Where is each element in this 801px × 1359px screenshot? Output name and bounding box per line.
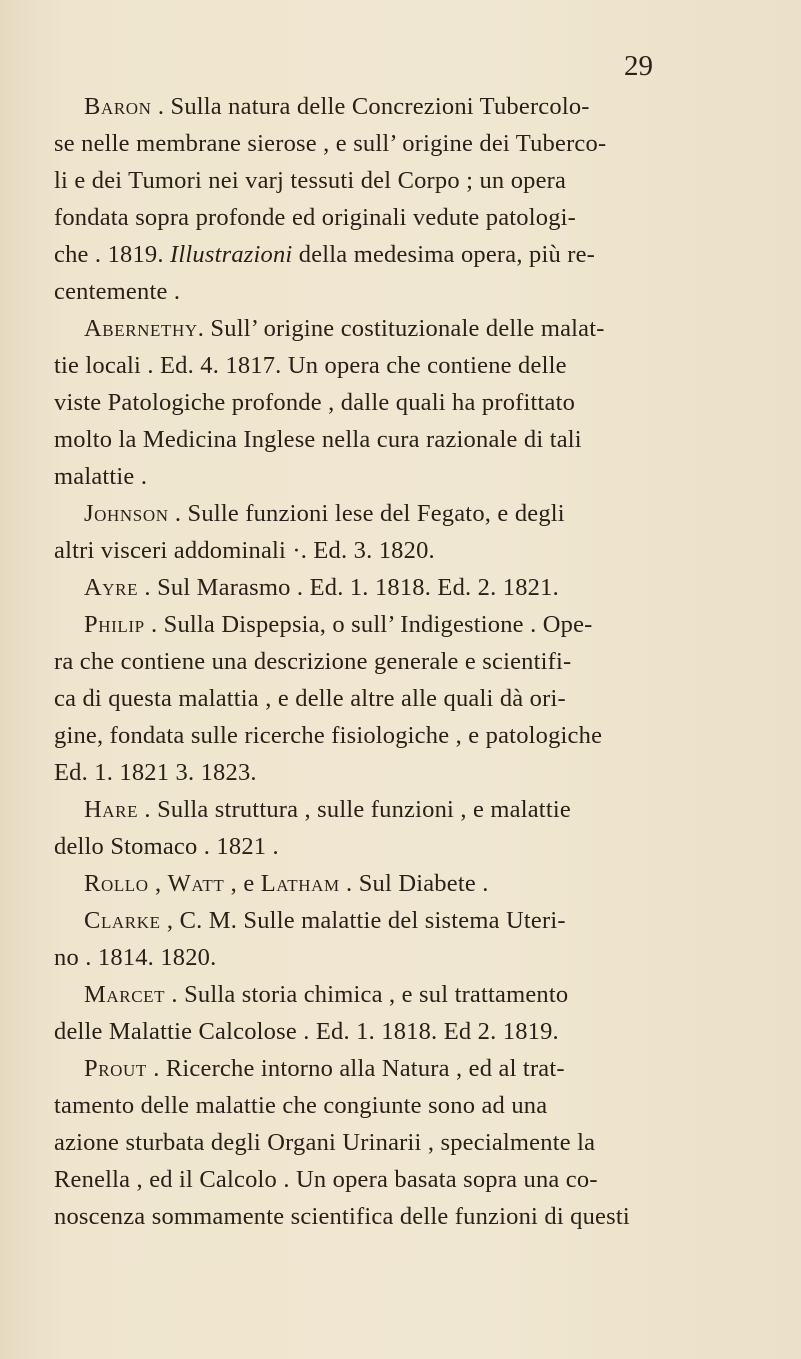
text-line: gine, fondata sulle ricerche fisiologiche , e patologiche [54, 722, 603, 749]
text-line: li e dei Tumori nei varj tessuti del Corpo ; un opera [54, 167, 567, 194]
text-line: noscenza sommamente scientifica delle funzioni di questi [54, 1203, 630, 1230]
text-line: Baron . Sulla natura delle Concrezioni Tubercolo- [84, 93, 590, 120]
author-name: Ayre [84, 574, 139, 601]
text-line: malattie . [54, 463, 148, 490]
text-line: delle Malattie Calcolose . Ed. 1. 1818. Ed 2. 1819. [54, 1018, 559, 1045]
author-name: Marcet [84, 981, 166, 1008]
text-line: Marcet . Sulla storia chimica , e sul trattamento [84, 981, 569, 1008]
text-line: fondata sopra profonde ed originali vedute patologi- [54, 204, 577, 231]
text-line: viste Patologiche profonde , dalle quali ha profittato [54, 389, 576, 416]
text-line: altri visceri addominali ·. Ed. 3. 1820. [54, 537, 435, 564]
text-line: tamento delle malattie che congiunte sono ad una [54, 1092, 548, 1119]
text-line: Clarke , C. M. Sulle malattie del sistema Uteri- [84, 907, 566, 934]
author-name: Watt [167, 870, 225, 897]
text-line: Philip . Sulla Dispepsia, o sull’ Indigestione . Ope- [84, 611, 593, 638]
text-line: dello Stomaco . 1821 . [54, 833, 279, 860]
author-name: Prout [84, 1055, 147, 1082]
text-line: no . 1814. 1820. [54, 944, 217, 971]
text-line: se nelle membrane sierose , e sull’ origine dei Tuberco- [54, 130, 607, 157]
author-name: Latham [260, 870, 340, 897]
text-line: Hare . Sulla struttura , sulle funzioni , e malattie [84, 796, 571, 823]
text-line: Prout . Ricerche intorno alla Natura , ed al trat- [84, 1055, 565, 1082]
text-line: Renella , ed il Calcolo . Un opera basata sopra una co- [54, 1166, 598, 1193]
author-name: Abernethy [84, 315, 198, 342]
text-line: molto la Medicina Inglese nella cura razionale di tali [54, 426, 582, 453]
author-name: Philip [84, 611, 145, 638]
text-line: Ed. 1. 1821 3. 1823. [54, 759, 257, 786]
text-line: Rollo , Watt , e Latham . Sul Diabete . [84, 870, 489, 897]
author-name: Clarke [84, 907, 161, 934]
text-line: che . 1819. Illustrazioni della medesima opera, più re- [54, 241, 596, 268]
text-line: ra che contiene una descrizione generale e scientifi- [54, 648, 572, 675]
italic-title: Illustrazioni [170, 241, 293, 268]
text-line: Ayre . Sul Marasmo . Ed. 1. 1818. Ed. 2. 1821. [84, 574, 559, 601]
author-name: Hare [84, 796, 139, 823]
author-name: Baron [84, 93, 152, 120]
text-line: Johnson . Sulle funzioni lese del Fegato, e degli [84, 500, 565, 527]
author-name: Johnson [84, 500, 169, 527]
text-line: Abernethy. Sull’ origine costituzionale delle malat- [84, 315, 605, 342]
text-line: azione sturbata degli Organi Urinarii , specialmente la [54, 1129, 596, 1156]
author-name: Rollo [84, 870, 149, 897]
text-line: centemente . [54, 278, 181, 305]
page-number: 29 [624, 50, 653, 82]
text-line: tie locali . Ed. 4. 1817. Un opera che contiene delle [54, 352, 567, 379]
text-line: ca di questa malattia , e delle altre alle quali dà ori- [54, 685, 566, 712]
